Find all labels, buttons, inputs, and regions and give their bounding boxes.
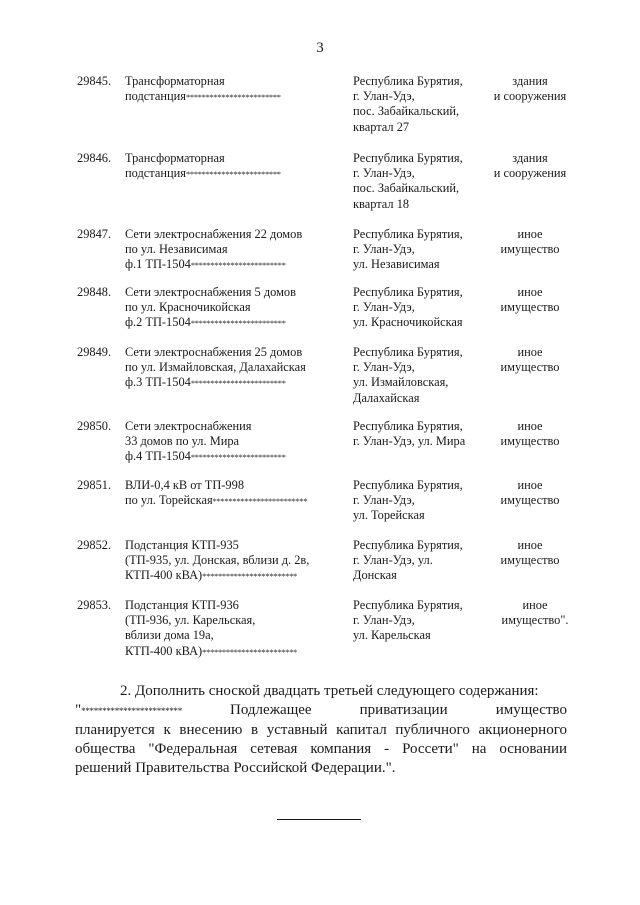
footnote-mark: ************************ bbox=[185, 169, 281, 180]
footnote-line-3: общества "Федеральная сетевая компания - Россети" на основании bbox=[75, 741, 567, 757]
footnote-mark: ************************ bbox=[190, 260, 286, 271]
row-number: 29849. bbox=[77, 345, 112, 359]
page-number: 3 bbox=[316, 40, 324, 56]
property-type: здания и сооружения bbox=[493, 74, 567, 104]
footnote-mark: ************************ bbox=[81, 706, 182, 716]
end-separator-line bbox=[277, 819, 361, 820]
row-number: 29848. bbox=[77, 285, 112, 299]
object-address: Республика Бурятия, г. Улан-Удэ, ул. Независимая bbox=[353, 227, 463, 272]
property-type: иное имущество bbox=[500, 538, 560, 568]
object-name: Трансформаторная подстанция************************ bbox=[125, 74, 281, 104]
object-address: Республика Бурятия, г. Улан-Удэ, ул. Карельская bbox=[353, 598, 463, 643]
object-address: Республика Бурятия, г. Улан-Удэ, ул. Измайловская, Далахайская bbox=[353, 345, 463, 405]
property-type: иное имущество". bbox=[501, 598, 569, 628]
row-number: 29853. bbox=[77, 598, 112, 612]
row-number: 29851. bbox=[77, 478, 112, 492]
footnote-text bbox=[75, 701, 567, 778]
footnote-line-4: решений Правительства Российской Федерации.". bbox=[75, 760, 396, 776]
object-address: Республика Бурятия, г. Улан-Удэ, пос. Забайкальский, квартал 18 bbox=[353, 151, 463, 211]
row-number: 29846. bbox=[77, 151, 112, 165]
object-name: Сети электроснабжения 25 домов по ул. Измайловская, Далахайская ф.3 ТП-1504************************ bbox=[125, 345, 306, 390]
row-number: 29852. bbox=[77, 538, 112, 552]
footnote-mark: ************************ bbox=[202, 571, 297, 582]
footnote-line-1: "************************ Подлежащее приватизации имущество bbox=[75, 702, 567, 718]
footnote-mark: ************************ bbox=[212, 496, 308, 507]
property-type: иное имущество bbox=[500, 478, 560, 508]
object-name: ВЛИ-0,4 кВ от ТП-998 по ул. Торейская************************ bbox=[125, 478, 308, 508]
property-type: иное имущество bbox=[500, 285, 560, 315]
footnote-mark: ************************ bbox=[190, 452, 286, 463]
property-type: иное имущество bbox=[500, 419, 560, 449]
row-number: 29847. bbox=[77, 227, 112, 241]
object-name: Подстанция КТП-935 (ТП-935, ул. Донская, вблизи д. 2в, КТП-400 кВА)************************ bbox=[125, 538, 310, 583]
row-number: 29845. bbox=[77, 74, 112, 88]
property-type: здания и сооружения bbox=[493, 151, 567, 181]
property-type: иное имущество bbox=[500, 227, 560, 257]
footnote-line-2: планируется к внесению в уставный капитал публичного акционерного bbox=[75, 722, 567, 738]
object-name: Трансформаторная подстанция************************ bbox=[125, 151, 281, 181]
footnote-mark: ************************ bbox=[185, 92, 281, 103]
object-name: Сети электроснабжения 22 домов по ул. Независимая ф.1 ТП-1504************************ bbox=[125, 227, 303, 272]
row-number: 29850. bbox=[77, 419, 112, 433]
object-name: Сети электроснабжения 33 домов по ул. Мира ф.4 ТП-1504************************ bbox=[125, 419, 286, 464]
property-type: иное имущество bbox=[500, 345, 560, 375]
object-name: Сети электроснабжения 5 домов по ул. Красночикойская ф.2 ТП-1504************************ bbox=[125, 285, 296, 330]
object-address: Республика Бурятия, г. Улан-Удэ, ул. Мира bbox=[353, 419, 466, 449]
object-address: Республика Бурятия, г. Улан-Удэ, ул. Торейская bbox=[353, 478, 463, 523]
footnote-mark: ************************ bbox=[190, 318, 286, 329]
object-address: Республика Бурятия, г. Улан-Удэ, ул. Красночикойская bbox=[353, 285, 463, 330]
object-name: Подстанция КТП-936 (ТП-936, ул. Карельская, вблизи дома 19а, КТП-400 кВА)************************ bbox=[125, 598, 297, 658]
footnote-mark: ************************ bbox=[190, 378, 286, 389]
object-address: Республика Бурятия, г. Улан-Удэ, ул. Донская bbox=[353, 538, 463, 583]
object-address: Республика Бурятия, г. Улан-Удэ, пос. Забайкальский, квартал 27 bbox=[353, 74, 463, 134]
footnote-mark: ************************ bbox=[202, 646, 297, 657]
amendment-paragraph: 2. Дополнить сноской двадцать третьей следующего содержания: bbox=[120, 683, 539, 699]
